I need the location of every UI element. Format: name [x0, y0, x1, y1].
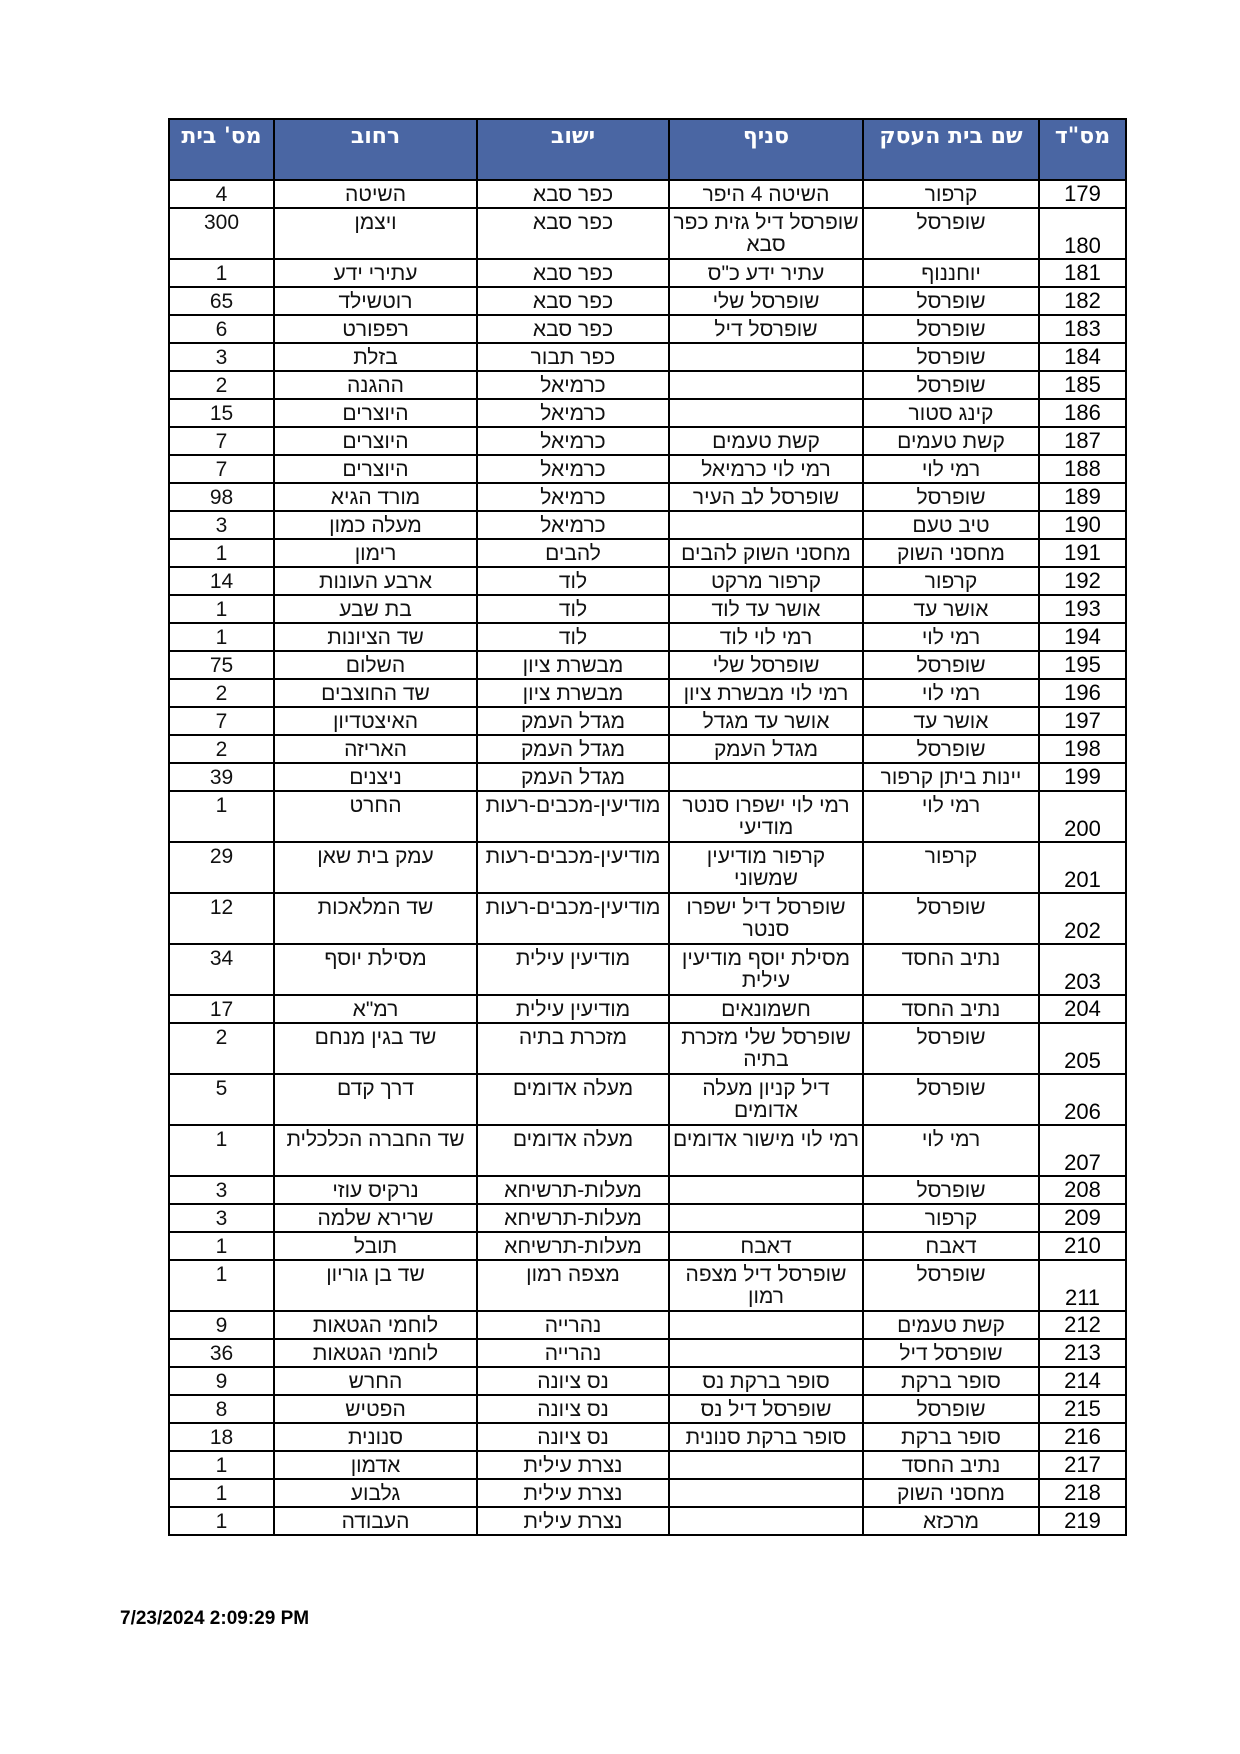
table-row	[169, 679, 1126, 707]
branch-name: מגדל העמק	[669, 735, 863, 763]
city-name: נס ציונה	[477, 1367, 669, 1395]
table-row	[169, 1232, 1126, 1260]
branch-name: אושר עד מגדל	[669, 707, 863, 735]
city-name: נהרייה	[477, 1339, 669, 1367]
business-name: מחסני השוק	[863, 1479, 1039, 1507]
city-name: מודיעין-מכבים-רעות	[477, 791, 669, 842]
table-row	[169, 259, 1126, 287]
city-name: נצרת עילית	[477, 1507, 669, 1535]
branch-name: סופר ברקת סנונית	[669, 1423, 863, 1451]
branch-name: רמי לוי ישפרו סנטר מודיעי	[669, 791, 863, 842]
street-name: ניצנים	[274, 763, 477, 791]
branch-name: שופרסל דיל גזית כפר סבא	[669, 208, 863, 259]
house-number: 9	[169, 1311, 274, 1339]
street-name: רפפורט	[274, 315, 477, 343]
city-name: מבשרת ציון	[477, 651, 669, 679]
row-id: 190	[1039, 511, 1126, 539]
house-number: 1	[169, 1451, 274, 1479]
street-name: שד בן גוריון	[274, 1260, 477, 1311]
branch-name: רמי לוי לוד	[669, 623, 863, 651]
table-row	[169, 180, 1126, 208]
table-row	[169, 511, 1126, 539]
row-id: 212	[1039, 1311, 1126, 1339]
street-name: עתירי ידע	[274, 259, 477, 287]
row-id: 201	[1039, 842, 1126, 893]
branch-name	[669, 1451, 863, 1479]
branch-name: שופרסל דיל נס	[669, 1395, 863, 1423]
table-row	[169, 623, 1126, 651]
street-name: מעלה כמון	[274, 511, 477, 539]
business-name: דאבח	[863, 1232, 1039, 1260]
street-name: לוחמי הגטאות	[274, 1339, 477, 1367]
branch-name: מסילת יוסף מודיעין עילית	[669, 944, 863, 995]
city-name: כפר תבור	[477, 343, 669, 371]
house-number: 39	[169, 763, 274, 791]
table-row	[169, 1204, 1126, 1232]
business-name: נתיב החסד	[863, 1451, 1039, 1479]
city-name: כפר סבא	[477, 259, 669, 287]
header-house-number: מס' בית	[169, 119, 274, 180]
business-name: קשת טעמים	[863, 1311, 1039, 1339]
row-id: 181	[1039, 259, 1126, 287]
city-name: מעלה אדומים	[477, 1074, 669, 1125]
house-number: 36	[169, 1339, 274, 1367]
city-name: מעלות-תרשיחא	[477, 1176, 669, 1204]
branch-name: רמי לוי כרמיאל	[669, 455, 863, 483]
house-number: 2	[169, 371, 274, 399]
house-number: 7	[169, 455, 274, 483]
branch-name: מחסני השוק להבים	[669, 539, 863, 567]
row-id: 191	[1039, 539, 1126, 567]
house-number: 6	[169, 315, 274, 343]
business-name: רמי לוי	[863, 679, 1039, 707]
branch-name	[669, 371, 863, 399]
business-name: קשת טעמים	[863, 427, 1039, 455]
city-name: נצרת עילית	[477, 1479, 669, 1507]
city-name: כרמיאל	[477, 483, 669, 511]
business-name: שופרסל	[863, 1395, 1039, 1423]
city-name: מגדל העמק	[477, 707, 669, 735]
business-name: קרפור	[863, 1204, 1039, 1232]
row-id: 197	[1039, 707, 1126, 735]
house-number: 8	[169, 1395, 274, 1423]
row-id: 179	[1039, 180, 1126, 208]
business-name: מחסני השוק	[863, 539, 1039, 567]
business-name: רמי לוי	[863, 623, 1039, 651]
street-name: שד החברה הכלכלית	[274, 1125, 477, 1176]
city-name: כרמיאל	[477, 371, 669, 399]
row-id: 195	[1039, 651, 1126, 679]
branch-name: שופרסל שלי	[669, 651, 863, 679]
table-row	[169, 208, 1126, 259]
branch-name	[669, 1176, 863, 1204]
street-name: בת שבע	[274, 595, 477, 623]
city-name: מבשרת ציון	[477, 679, 669, 707]
business-name: רמי לוי	[863, 791, 1039, 842]
business-name: שופרסל	[863, 735, 1039, 763]
branch-name: שופרסל דיל ישפרו סנטר	[669, 893, 863, 944]
house-number: 3	[169, 1176, 274, 1204]
street-name: ההגנה	[274, 371, 477, 399]
house-number: 3	[169, 1204, 274, 1232]
city-name: כפר סבא	[477, 208, 669, 259]
print-timestamp: 7/23/2024 2:09:29 PM	[120, 1608, 310, 1629]
street-name: לוחמי הגטאות	[274, 1311, 477, 1339]
branch-name: השיטה 4 היפר	[669, 180, 863, 208]
city-name: מודיעין עילית	[477, 944, 669, 995]
house-number: 4	[169, 180, 274, 208]
street-name: תובל	[274, 1232, 477, 1260]
row-id: 207	[1039, 1125, 1126, 1176]
house-number: 3	[169, 511, 274, 539]
table-header-row	[169, 119, 1126, 180]
table-row	[169, 483, 1126, 511]
row-id: 193	[1039, 595, 1126, 623]
city-name: לוד	[477, 567, 669, 595]
business-name: שופרסל	[863, 483, 1039, 511]
street-name: ארבע העונות	[274, 567, 477, 595]
business-name: שופרסל	[863, 1074, 1039, 1125]
business-name: שופרסל	[863, 1176, 1039, 1204]
row-id: 185	[1039, 371, 1126, 399]
table-row	[169, 893, 1126, 944]
table-row	[169, 791, 1126, 842]
branch-name	[669, 1507, 863, 1535]
table-row	[169, 399, 1126, 427]
business-name: יוחננוף	[863, 259, 1039, 287]
house-number: 2	[169, 679, 274, 707]
city-name: מעלות-תרשיחא	[477, 1232, 669, 1260]
house-number: 5	[169, 1074, 274, 1125]
business-name: שופרסל	[863, 893, 1039, 944]
house-number: 300	[169, 208, 274, 259]
house-number: 34	[169, 944, 274, 995]
row-id: 196	[1039, 679, 1126, 707]
branch-name	[669, 1204, 863, 1232]
house-number: 29	[169, 842, 274, 893]
street-name: שד החוצבים	[274, 679, 477, 707]
street-name: שד המלאכות	[274, 893, 477, 944]
street-name: עמק בית שאן	[274, 842, 477, 893]
branch-name: שופרסל דיל מצפה רמון	[669, 1260, 863, 1311]
city-name: כפר סבא	[477, 315, 669, 343]
row-id: 209	[1039, 1204, 1126, 1232]
business-name: סופר ברקת	[863, 1423, 1039, 1451]
branch-name	[669, 399, 863, 427]
row-id: 215	[1039, 1395, 1126, 1423]
house-number: 1	[169, 1479, 274, 1507]
street-name: רוטשילד	[274, 287, 477, 315]
header-business: שם בית העסק	[863, 119, 1039, 180]
header-city: ישוב	[477, 119, 669, 180]
house-number: 12	[169, 893, 274, 944]
street-name: שד בגין מנחם	[274, 1023, 477, 1074]
row-id: 217	[1039, 1451, 1126, 1479]
stores-table	[168, 118, 1127, 1536]
house-number: 7	[169, 707, 274, 735]
city-name: מגדל העמק	[477, 735, 669, 763]
table-row	[169, 1074, 1126, 1125]
branch-name	[669, 763, 863, 791]
city-name: מעלה אדומים	[477, 1125, 669, 1176]
row-id: 199	[1039, 763, 1126, 791]
branch-name	[669, 343, 863, 371]
business-name: קרפור	[863, 567, 1039, 595]
city-name: נהרייה	[477, 1311, 669, 1339]
row-id: 206	[1039, 1074, 1126, 1125]
business-name: שופרסל	[863, 1023, 1039, 1074]
business-name: רמי לוי	[863, 1125, 1039, 1176]
table-row	[169, 1023, 1126, 1074]
table-row	[169, 1125, 1126, 1176]
header-branch: סניף	[669, 119, 863, 180]
street-name: השיטה	[274, 180, 477, 208]
city-name: כפר סבא	[477, 287, 669, 315]
house-number: 1	[169, 1125, 274, 1176]
business-name: אושר עד	[863, 595, 1039, 623]
city-name: נס ציונה	[477, 1423, 669, 1451]
branch-name: סופר ברקת נס	[669, 1367, 863, 1395]
row-id: 187	[1039, 427, 1126, 455]
street-name: גלבוע	[274, 1479, 477, 1507]
house-number: 1	[169, 1232, 274, 1260]
business-name: קרפור	[863, 842, 1039, 893]
table-row	[169, 735, 1126, 763]
street-name: נרקיס עוזי	[274, 1176, 477, 1204]
city-name: מזכרת בתיה	[477, 1023, 669, 1074]
business-name: סופר ברקת	[863, 1367, 1039, 1395]
branch-name	[669, 511, 863, 539]
table-row	[169, 1260, 1126, 1311]
business-name: קרפור	[863, 180, 1039, 208]
branch-name: קרפור מודיעין שמשוני	[669, 842, 863, 893]
street-name: שד הציונות	[274, 623, 477, 651]
table-row	[169, 1176, 1126, 1204]
city-name: לוד	[477, 623, 669, 651]
house-number: 1	[169, 1507, 274, 1535]
table-row	[169, 1423, 1126, 1451]
business-name: קינג סטור	[863, 399, 1039, 427]
house-number: 1	[169, 595, 274, 623]
row-id: 189	[1039, 483, 1126, 511]
house-number: 7	[169, 427, 274, 455]
branch-name: שופרסל דיל	[669, 315, 863, 343]
house-number: 65	[169, 287, 274, 315]
row-id: 204	[1039, 995, 1126, 1023]
business-name: שופרסל	[863, 343, 1039, 371]
table-row	[169, 567, 1126, 595]
branch-name: שופרסל לב העיר	[669, 483, 863, 511]
branch-name: אושר עד לוד	[669, 595, 863, 623]
row-id: 188	[1039, 455, 1126, 483]
branch-name	[669, 1311, 863, 1339]
branch-name: קשת טעמים	[669, 427, 863, 455]
city-name: מודיעין עילית	[477, 995, 669, 1023]
row-id: 182	[1039, 287, 1126, 315]
header-id: מס"ד	[1039, 119, 1126, 180]
street-name: אדמון	[274, 1451, 477, 1479]
row-id: 214	[1039, 1367, 1126, 1395]
street-name: האיצטדיון	[274, 707, 477, 735]
house-number: 1	[169, 539, 274, 567]
table-row	[169, 539, 1126, 567]
row-id: 200	[1039, 791, 1126, 842]
business-name: נתיב החסד	[863, 995, 1039, 1023]
city-name: להבים	[477, 539, 669, 567]
street-name: השלום	[274, 651, 477, 679]
branch-name: שופרסל שלי	[669, 287, 863, 315]
row-id: 218	[1039, 1479, 1126, 1507]
table-row	[169, 1479, 1126, 1507]
city-name: כפר סבא	[477, 180, 669, 208]
table-row	[169, 1339, 1126, 1367]
table-row	[169, 1507, 1126, 1535]
street-name: היוצרים	[274, 427, 477, 455]
street-name: החרש	[274, 1367, 477, 1395]
street-name: היוצרים	[274, 399, 477, 427]
row-id: 211	[1039, 1260, 1126, 1311]
city-name: מעלות-תרשיחא	[477, 1204, 669, 1232]
branch-name: דיל קניון מעלה אדומים	[669, 1074, 863, 1125]
house-number: 17	[169, 995, 274, 1023]
table-row	[169, 1395, 1126, 1423]
table-row	[169, 287, 1126, 315]
table-row	[169, 595, 1126, 623]
street-name: ויצמן	[274, 208, 477, 259]
house-number: 9	[169, 1367, 274, 1395]
city-name: מצפה רמון	[477, 1260, 669, 1311]
row-id: 183	[1039, 315, 1126, 343]
row-id: 208	[1039, 1176, 1126, 1204]
house-number: 75	[169, 651, 274, 679]
house-number: 2	[169, 735, 274, 763]
row-id: 213	[1039, 1339, 1126, 1367]
street-name: החרט	[274, 791, 477, 842]
business-name: שופרסל	[863, 208, 1039, 259]
table-row	[169, 371, 1126, 399]
row-id: 203	[1039, 944, 1126, 995]
table-row	[169, 315, 1126, 343]
street-name: היוצרים	[274, 455, 477, 483]
house-number: 1	[169, 1260, 274, 1311]
row-id: 219	[1039, 1507, 1126, 1535]
street-name: הפטיש	[274, 1395, 477, 1423]
branch-name: רמי לוי מבשרת ציון	[669, 679, 863, 707]
city-name: מגדל העמק	[477, 763, 669, 791]
city-name: מודיעין-מכבים-רעות	[477, 893, 669, 944]
street-name: העבודה	[274, 1507, 477, 1535]
house-number: 1	[169, 259, 274, 287]
city-name: כרמיאל	[477, 427, 669, 455]
table-row	[169, 1451, 1126, 1479]
house-number: 3	[169, 343, 274, 371]
branch-name	[669, 1479, 863, 1507]
house-number: 98	[169, 483, 274, 511]
row-id: 192	[1039, 567, 1126, 595]
table-row	[169, 842, 1126, 893]
table-row	[169, 707, 1126, 735]
table-row	[169, 427, 1126, 455]
house-number: 14	[169, 567, 274, 595]
city-name: מודיעין-מכבים-רעות	[477, 842, 669, 893]
city-name: לוד	[477, 595, 669, 623]
table-row	[169, 651, 1126, 679]
street-name: מסילת יוסף	[274, 944, 477, 995]
house-number: 1	[169, 623, 274, 651]
business-name: שופרסל דיל	[863, 1339, 1039, 1367]
header-street: רחוב	[274, 119, 477, 180]
city-name: כרמיאל	[477, 455, 669, 483]
branch-name: רמי לוי מישור אדומים	[669, 1125, 863, 1176]
business-name: טיב טעם	[863, 511, 1039, 539]
branch-name: חשמונאים	[669, 995, 863, 1023]
street-name: שרירא שלמה	[274, 1204, 477, 1232]
street-name: האריזה	[274, 735, 477, 763]
street-name: סנונית	[274, 1423, 477, 1451]
branch-name: דאבח	[669, 1232, 863, 1260]
branch-name	[669, 1339, 863, 1367]
house-number: 18	[169, 1423, 274, 1451]
row-id: 180	[1039, 208, 1126, 259]
city-name: כרמיאל	[477, 399, 669, 427]
business-name: שופרסל	[863, 651, 1039, 679]
business-name: מרכזא	[863, 1507, 1039, 1535]
row-id: 216	[1039, 1423, 1126, 1451]
row-id: 202	[1039, 893, 1126, 944]
row-id: 198	[1039, 735, 1126, 763]
table-row	[169, 944, 1126, 995]
row-id: 205	[1039, 1023, 1126, 1074]
business-name: שופרסל	[863, 315, 1039, 343]
house-number: 1	[169, 791, 274, 842]
table-row	[169, 995, 1126, 1023]
street-name: מורד הגיא	[274, 483, 477, 511]
table-row	[169, 1367, 1126, 1395]
row-id: 210	[1039, 1232, 1126, 1260]
row-id: 184	[1039, 343, 1126, 371]
row-id: 194	[1039, 623, 1126, 651]
street-name: דרך קדם	[274, 1074, 477, 1125]
row-id: 186	[1039, 399, 1126, 427]
house-number: 2	[169, 1023, 274, 1074]
table-row	[169, 455, 1126, 483]
business-name: רמי לוי	[863, 455, 1039, 483]
street-name: רמ"א	[274, 995, 477, 1023]
city-name: כרמיאל	[477, 511, 669, 539]
city-name: נס ציונה	[477, 1395, 669, 1423]
business-name: שופרסל	[863, 371, 1039, 399]
business-name: שופרסל	[863, 287, 1039, 315]
house-number: 15	[169, 399, 274, 427]
city-name: נצרת עילית	[477, 1451, 669, 1479]
branch-name: שופרסל שלי מזכרת בתיה	[669, 1023, 863, 1074]
table-body	[169, 180, 1126, 1535]
street-name: בזלת	[274, 343, 477, 371]
table-row	[169, 343, 1126, 371]
business-name: שופרסל	[863, 1260, 1039, 1311]
business-name: אושר עד	[863, 707, 1039, 735]
business-name: נתיב החסד	[863, 944, 1039, 995]
street-name: רימון	[274, 539, 477, 567]
table-row	[169, 763, 1126, 791]
branch-name: קרפור מרקט	[669, 567, 863, 595]
business-name: יינות ביתן קרפור	[863, 763, 1039, 791]
branch-name: עתיר ידע כ"ס	[669, 259, 863, 287]
table-row	[169, 1311, 1126, 1339]
